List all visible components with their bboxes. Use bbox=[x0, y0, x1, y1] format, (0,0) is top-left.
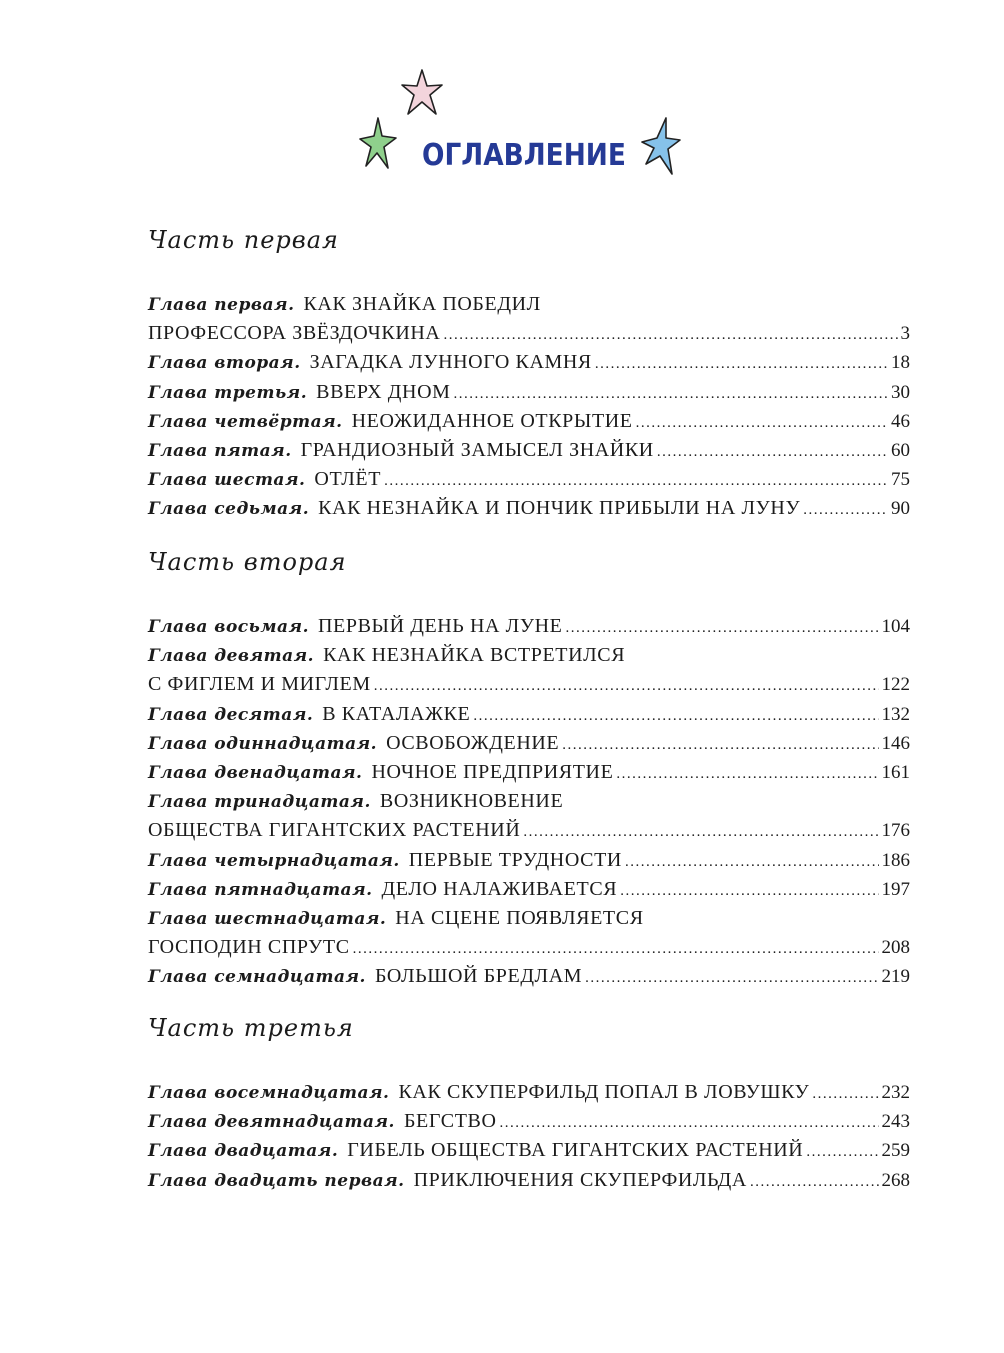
toc-entry[interactable] bbox=[148, 436, 910, 465]
page-number: 176 bbox=[881, 820, 910, 842]
page-number: 243 bbox=[881, 1111, 910, 1133]
toc-entry[interactable] bbox=[148, 787, 910, 816]
chapter-label: Глава десятая. bbox=[148, 704, 314, 725]
blue-star-icon bbox=[640, 116, 682, 178]
chapter-label: Глава девятая. bbox=[148, 646, 315, 667]
green-star-icon bbox=[358, 116, 398, 172]
toc-entry[interactable] bbox=[148, 729, 910, 758]
dot-leader bbox=[353, 935, 879, 964]
chapter-label: Глава восемнадцатая. bbox=[148, 1083, 390, 1103]
part-title: Часть третья bbox=[148, 1014, 354, 1042]
page-number: 146 bbox=[881, 732, 910, 754]
toc-entry[interactable] bbox=[148, 904, 910, 933]
toc-entry[interactable] bbox=[148, 875, 910, 904]
dot-leader bbox=[384, 467, 888, 496]
dot-leader bbox=[374, 672, 879, 701]
chapter-title: ПРИКЛЮЧЕНИЯ СКУПЕРФИЛЬДА bbox=[413, 1168, 747, 1191]
page-number: 219 bbox=[881, 966, 910, 988]
toc-entry[interactable] bbox=[148, 1107, 910, 1136]
dot-leader bbox=[806, 1138, 878, 1167]
toc-list-part-1 bbox=[148, 290, 910, 524]
toc-entry[interactable] bbox=[148, 348, 910, 377]
dot-leader bbox=[585, 964, 878, 993]
chapter-title: ПРОФЕССОРА ЗВЁЗДОЧКИНА bbox=[148, 322, 441, 345]
page-number: 30 bbox=[891, 381, 910, 403]
chapter-label: Глава третья. bbox=[148, 382, 308, 403]
chapter-label: Глава двенадцатая. bbox=[148, 762, 363, 783]
dot-leader bbox=[565, 614, 878, 643]
dot-leader bbox=[657, 438, 888, 467]
dot-leader bbox=[595, 350, 888, 379]
dot-leader bbox=[625, 848, 879, 877]
dot-leader bbox=[812, 1080, 878, 1109]
page-number: 122 bbox=[881, 674, 910, 696]
page-number: 18 bbox=[891, 352, 910, 374]
chapter-label: Глава восьмая. bbox=[148, 617, 309, 637]
part-title: Часть вторая bbox=[148, 548, 347, 576]
toc-entry[interactable] bbox=[148, 319, 910, 348]
page-number: 197 bbox=[881, 878, 910, 900]
toc-entry[interactable] bbox=[148, 407, 910, 436]
chapter-title: НА СЦЕНЕ ПОЯВЛЯЕТСЯ bbox=[395, 906, 644, 929]
chapter-title: ВВЕРХ ДНОМ bbox=[316, 380, 451, 403]
chapter-title: ГРАНДИОЗНЫЙ ЗАМЫСЕЛ ЗНАЙКИ bbox=[300, 438, 654, 461]
toc-entry[interactable] bbox=[148, 1166, 910, 1195]
chapter-label: Глава пятнадцатая. bbox=[148, 879, 373, 900]
page-number: 46 bbox=[891, 410, 910, 432]
dot-leader bbox=[500, 1109, 879, 1138]
chapter-title: С ФИГЛЕМ И МИГЛЕМ bbox=[148, 673, 371, 696]
toc-entry[interactable] bbox=[148, 1136, 910, 1165]
toc-entry[interactable] bbox=[148, 670, 910, 699]
toc-entry[interactable] bbox=[148, 494, 910, 523]
pink-star-icon bbox=[400, 68, 444, 120]
page-number: 232 bbox=[881, 1082, 910, 1103]
toc-entry[interactable] bbox=[148, 816, 910, 845]
chapter-title: ГИБЕЛЬ ОБЩЕСТВА ГИГАНТСКИХ РАСТЕНИЙ bbox=[347, 1139, 804, 1162]
chapter-title: НОЧНОЕ ПРЕДПРИЯТИЕ bbox=[371, 760, 614, 783]
chapter-title: КАК СКУПЕРФИЛЬД ПОПАЛ В ЛОВУШКУ bbox=[398, 1081, 810, 1103]
dot-leader bbox=[620, 877, 878, 906]
toc-entry[interactable] bbox=[148, 465, 910, 494]
toc-entry[interactable] bbox=[148, 933, 910, 962]
toc-entry[interactable] bbox=[148, 1078, 910, 1107]
chapter-title: БОЛЬШОЙ БРЕДЛАМ bbox=[374, 965, 583, 988]
chapter-title: ВОЗНИКНОВЕНИЕ bbox=[379, 790, 564, 813]
chapter-title: ОТЛЁТ bbox=[314, 468, 382, 491]
chapter-title: БЕГСТВО bbox=[403, 1110, 497, 1133]
dot-leader bbox=[803, 496, 888, 525]
page-number: 132 bbox=[881, 703, 910, 725]
chapter-label: Глава пятая. bbox=[148, 440, 292, 461]
toc-entry[interactable] bbox=[148, 378, 910, 407]
chapter-title: КАК ЗНАЙКА ПОБЕДИЛ bbox=[303, 293, 541, 315]
page-number: 208 bbox=[881, 937, 910, 959]
chapter-title: ПЕРВЫЙ ДЕНЬ НА ЛУНЕ bbox=[318, 615, 563, 637]
dot-leader bbox=[636, 409, 888, 438]
chapter-label: Глава одиннадцатая. bbox=[148, 733, 378, 754]
chapter-title: КАК НЕЗНАЙКА ВСТРЕТИЛСЯ bbox=[323, 644, 626, 667]
page-number: 60 bbox=[891, 439, 910, 461]
page-number: 3 bbox=[900, 323, 910, 345]
toc-entry[interactable] bbox=[148, 758, 910, 787]
chapter-title: В КАТАЛАЖКЕ bbox=[322, 702, 471, 725]
chapter-label: Глава тринадцатая. bbox=[148, 792, 371, 813]
page-number: 104 bbox=[881, 616, 910, 637]
toc-entry[interactable] bbox=[148, 700, 910, 729]
dot-leader bbox=[750, 1168, 879, 1197]
toc-entry[interactable] bbox=[148, 612, 910, 641]
chapter-label: Глава четырнадцатая. bbox=[148, 850, 400, 871]
dot-leader bbox=[616, 760, 878, 789]
dot-leader bbox=[443, 321, 897, 350]
chapter-title: НЕОЖИДАННОЕ ОТКРЫТИЕ bbox=[351, 409, 633, 432]
toc-entry[interactable] bbox=[148, 641, 910, 670]
chapter-label: Глава шестая. bbox=[148, 470, 306, 491]
chapter-title: КАК НЕЗНАЙКА И ПОНЧИК ПРИБЫЛИ НА ЛУНУ bbox=[318, 497, 801, 520]
chapter-label: Глава двадцатая. bbox=[148, 1141, 339, 1162]
toc-entry[interactable] bbox=[148, 962, 910, 991]
toc-list-part-3 bbox=[148, 1078, 910, 1195]
dot-leader bbox=[473, 702, 878, 731]
toc-list-part-2 bbox=[148, 612, 910, 991]
dot-leader bbox=[454, 380, 889, 409]
chapter-label: Глава седьмая. bbox=[148, 499, 310, 520]
chapter-label: Глава первая. bbox=[148, 295, 295, 315]
dot-leader bbox=[562, 731, 878, 760]
toc-entry[interactable] bbox=[148, 290, 910, 319]
chapter-title: ПЕРВЫЕ ТРУДНОСТИ bbox=[408, 848, 622, 871]
part-title: Часть первая bbox=[148, 226, 339, 254]
chapter-label: Глава семнадцатая. bbox=[148, 967, 366, 988]
page-number: 259 bbox=[881, 1140, 910, 1162]
chapter-label: Глава вторая. bbox=[148, 353, 301, 374]
chapter-label: Глава девятнадцатая. bbox=[148, 1112, 395, 1133]
page-number: 268 bbox=[881, 1169, 910, 1191]
toc-header bbox=[352, 58, 682, 188]
chapter-title: ГОСПОДИН СПРУТС bbox=[148, 936, 350, 959]
page-number: 90 bbox=[891, 498, 910, 520]
chapter-label: Глава двадцать первая. bbox=[148, 1170, 405, 1191]
chapter-label: Глава четвёртая. bbox=[148, 411, 343, 432]
page-number: 75 bbox=[891, 469, 910, 491]
dot-leader bbox=[523, 818, 878, 847]
chapter-title: ДЕЛО НАЛАЖИВАЕТСЯ bbox=[381, 877, 618, 900]
chapter-label: Глава шестнадцатая. bbox=[148, 908, 387, 929]
toc-title: ОГЛАВЛЕНИЕ bbox=[422, 138, 626, 173]
toc-entry[interactable] bbox=[148, 846, 910, 875]
page-number: 186 bbox=[881, 849, 910, 871]
chapter-title: ОСВОБОЖДЕНИЕ bbox=[386, 731, 560, 754]
chapter-title: ОБЩЕСТВА ГИГАНТСКИХ РАСТЕНИЙ bbox=[148, 819, 521, 842]
chapter-title: ЗАГАДКА ЛУННОГО КАМНЯ bbox=[309, 351, 592, 374]
page-number: 161 bbox=[881, 761, 910, 783]
